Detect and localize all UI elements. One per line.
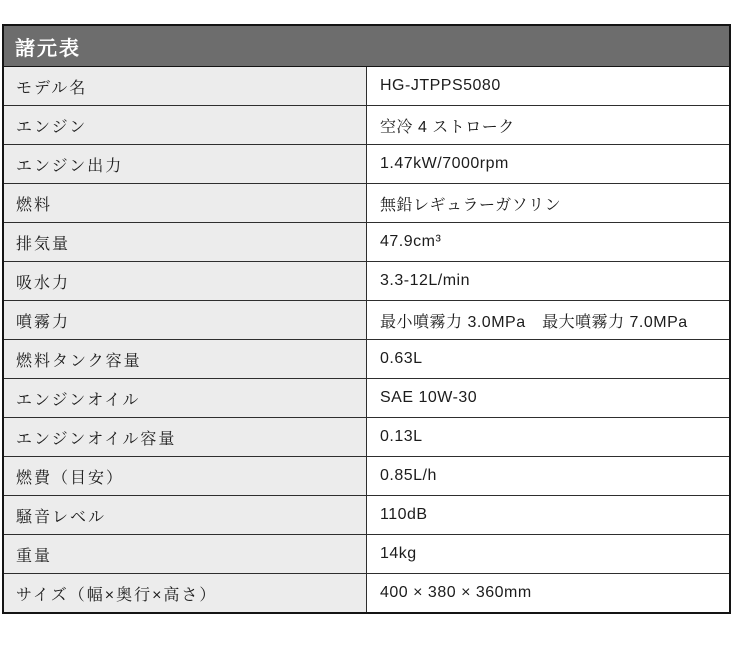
spec-label: エンジン xyxy=(3,106,367,145)
spec-value: SAE 10W-30 xyxy=(367,379,731,418)
spec-table-body xyxy=(3,67,730,614)
spec-table-header-row xyxy=(3,25,730,67)
spec-row xyxy=(3,223,730,262)
spec-value: 0.13L xyxy=(367,418,731,457)
spec-row xyxy=(3,496,730,535)
spec-value: 空冷 4 ストローク xyxy=(367,106,731,145)
spec-label: 重量 xyxy=(3,535,367,574)
spec-value: 14kg xyxy=(367,535,731,574)
spec-row xyxy=(3,379,730,418)
spec-label: 吸水力 xyxy=(3,262,367,301)
spec-row xyxy=(3,340,730,379)
spec-label: 騒音レベル xyxy=(3,496,367,535)
spec-row xyxy=(3,574,730,614)
spec-table xyxy=(2,24,731,614)
spec-label: サイズ（幅×奥行×高さ） xyxy=(3,574,367,614)
spec-value: HG-JTPPS5080 xyxy=(367,67,731,106)
spec-row xyxy=(3,67,730,106)
spec-label: モデル名 xyxy=(3,67,367,106)
spec-row xyxy=(3,418,730,457)
spec-label: エンジンオイル xyxy=(3,379,367,418)
spec-value: 最小噴霧力 3.0MPa 最大噴霧力 7.0MPa xyxy=(367,301,731,340)
spec-label: 燃料タンク容量 xyxy=(3,340,367,379)
spec-row xyxy=(3,535,730,574)
spec-row xyxy=(3,145,730,184)
spec-value: 47.9cm³ xyxy=(367,223,731,262)
spec-label: エンジンオイル容量 xyxy=(3,418,367,457)
spec-value: 0.63L xyxy=(367,340,731,379)
spec-label: 燃料 xyxy=(3,184,367,223)
spec-table-header xyxy=(3,25,730,67)
spec-table-title: 諸元表 xyxy=(3,25,730,67)
spec-row xyxy=(3,184,730,223)
spec-value: 110dB xyxy=(367,496,731,535)
spec-label: 排気量 xyxy=(3,223,367,262)
spec-row xyxy=(3,262,730,301)
spec-value: 3.3-12L/min xyxy=(367,262,731,301)
spec-row xyxy=(3,106,730,145)
spec-row xyxy=(3,301,730,340)
spec-value: 400 × 380 × 360mm xyxy=(367,574,731,614)
spec-value: 1.47kW/7000rpm xyxy=(367,145,731,184)
spec-label: 噴霧力 xyxy=(3,301,367,340)
spec-label: 燃費（目安） xyxy=(3,457,367,496)
spec-label: エンジン出力 xyxy=(3,145,367,184)
spec-table-container xyxy=(2,24,731,614)
spec-row xyxy=(3,457,730,496)
spec-value: 0.85L/h xyxy=(367,457,731,496)
spec-value: 無鉛レギュラーガソリン xyxy=(367,184,731,223)
